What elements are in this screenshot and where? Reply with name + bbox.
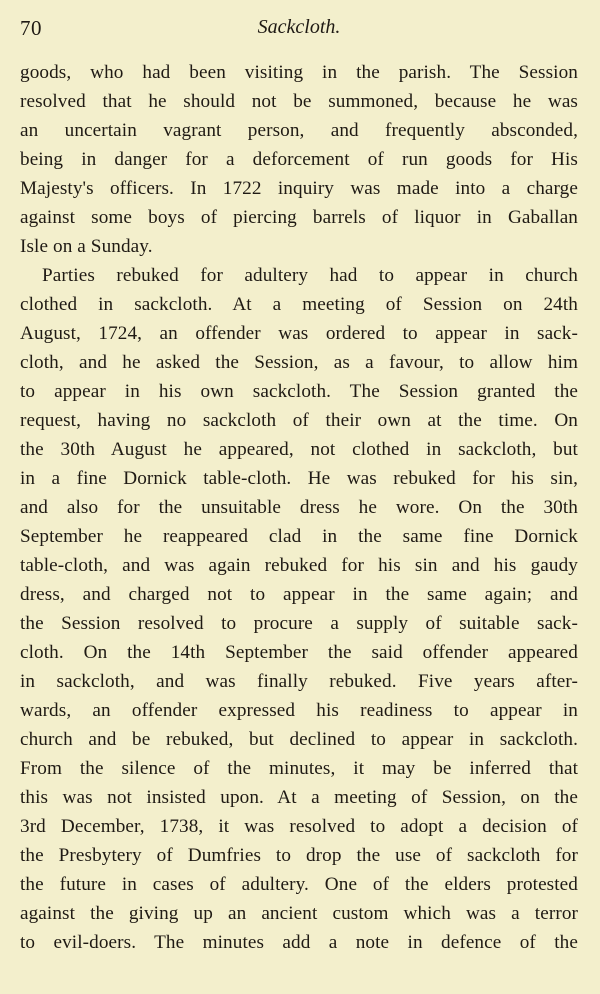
text-line: From the silence of the minutes, it may be inferred that <box>20 758 578 779</box>
text-line: in sackcloth, and was finally rebuked. Five years after- <box>20 671 578 692</box>
text-line: this was not insisted upon. At a meeting of Session, on the <box>20 787 578 808</box>
running-title: Sackcloth. <box>257 16 341 38</box>
text-line: goods, who had been visiting in the parish. The Session <box>20 62 578 83</box>
text-line: September he reappeared clad in the same fine Dornick <box>20 526 578 547</box>
text-line: cloth, and he asked the Session, as a favour, to allow him <box>20 352 578 373</box>
text-line: 3rd December, 1738, it was resolved to adopt a decision of <box>20 816 578 837</box>
text-line: resolved that he should not be summoned, because he was <box>20 91 578 112</box>
text-line: Isle on a Sunday. <box>20 236 153 257</box>
text-line: cloth. On the 14th September the said offender appeared <box>20 642 578 663</box>
text-line: to evil-doers. The minutes add a note in defence of the <box>20 932 578 953</box>
text-line: to appear in his own sackcloth. The Session granted the <box>20 381 578 402</box>
text-line: table-cloth, and was again rebuked for his sin and his gaudy <box>20 555 578 576</box>
text-line: against the giving up an ancient custom which was a terror <box>20 903 578 924</box>
running-head <box>20 16 578 52</box>
text-line: wards, an offender expressed his readiness to appear in <box>20 700 578 721</box>
page-number: 70 <box>20 16 42 40</box>
text-line: in a fine Dornick table-cloth. He was rebuked for his sin, <box>20 468 578 489</box>
text-line: the Session resolved to procure a supply of suitable sack- <box>20 613 578 634</box>
text-line: and also for the unsuitable dress he wore. On the 30th <box>20 497 578 518</box>
book-page <box>0 16 600 994</box>
text-line: an uncertain vagrant person, and frequently absconded, <box>20 120 578 141</box>
text-line: being in danger for a deforcement of run goods for His <box>20 149 578 170</box>
text-line: the future in cases of adultery. One of the elders protested <box>20 874 578 895</box>
text-line: church and be rebuked, but declined to appear in sackcloth. <box>20 729 578 750</box>
text-line: the 30th August he appeared, not clothed in sackcloth, but <box>20 439 578 460</box>
text-line: Majesty's officers. In 1722 inquiry was made into a charge <box>20 178 578 199</box>
text-line: clothed in sackcloth. At a meeting of Session on 24th <box>20 294 578 315</box>
text-line: the Presbytery of Dumfries to drop the use of sackcloth for <box>20 845 578 866</box>
text-line: request, having no sackcloth of their own at the time. On <box>20 410 578 431</box>
paragraph-first-line: Parties rebuked for adultery had to appear in church <box>42 265 578 286</box>
body-text <box>20 58 578 957</box>
text-line: August, 1724, an offender was ordered to appear in sack- <box>20 323 578 344</box>
text-line: dress, and charged not to appear in the same again; and <box>20 584 578 605</box>
text-line: against some boys of piercing barrels of liquor in Gaballan <box>20 207 578 228</box>
